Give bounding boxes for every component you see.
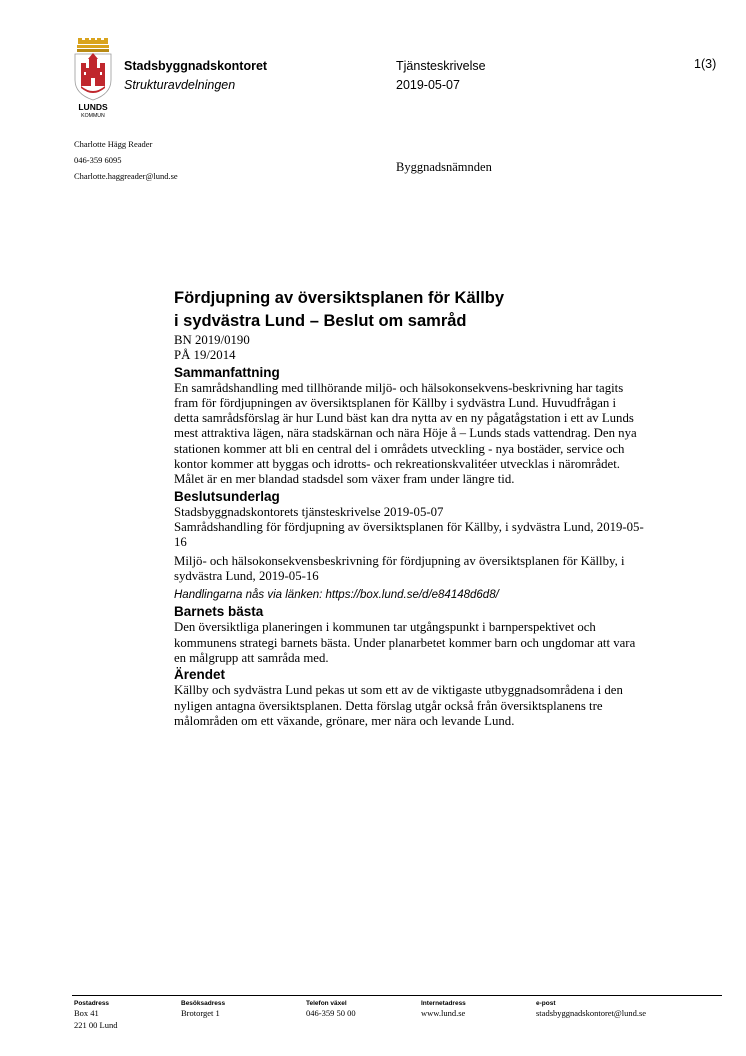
document-body	[174, 287, 644, 729]
recipient: Byggnadsnämnden	[396, 160, 492, 174]
summary-heading: Sammanfattning	[174, 364, 280, 380]
documents-link[interactable]: Handlingarna nås via länken: https://box.lund.se/d/e84148d6d8/	[174, 589, 499, 602]
footer-label: Besöksadress	[181, 1000, 226, 1007]
footer-divider	[72, 995, 722, 996]
contact-name: Charlotte Hägg Reader	[74, 139, 153, 149]
summary-text: En samrådshandling med tillhörande miljö- och hälsokonsekvens-beskrivning har tagits fram för fördjupningen av översiktsplanen för Källby i sydvästra Lund. Huvudfrågan i detta samrådsförslag är hur Lund bäst kan dra nytta av en ny pågatågstation i ett av Lunds mest attraktiva lägen, nära stadskärnan och nära Höje å – Lunds stads vattendrag. Den nya stationen kommer att bli en central del i områdets utveckling - nya bostäder, service och kontor kommer att byggas och idrotts- och rekreationskvalitéer utvecklas i närområdet. Målet är en mer blandad stadsdel som växer fram under längre tid.	[174, 380, 637, 487]
footer-value[interactable]: stadsbyggnadskontoret@lund.se	[536, 1008, 647, 1018]
matter-heading: Ärendet	[174, 667, 226, 683]
document-meta	[396, 57, 486, 95]
footer-value: Brotorget 1	[181, 1008, 220, 1018]
footer-value: 046-359 50 00	[306, 1008, 356, 1018]
svg-text:KOMMUN: KOMMUN	[81, 113, 105, 119]
department-name: Stadsbyggnadskontoret	[124, 59, 268, 73]
footer-label: e-post	[536, 1000, 556, 1007]
document-type: Tjänsteskrivelse	[396, 59, 486, 73]
svg-text:LUNDS: LUNDS	[78, 102, 108, 112]
unit-name: Strukturavdelningen	[124, 78, 236, 92]
basis-item: Samrådshandling för fördjupning av översiktsplanen för Källby, i sydvästra Lund, 2019-05-16	[174, 519, 644, 550]
document-date: 2019-05-07	[396, 78, 460, 92]
contact-phone: 046-359 6095	[74, 155, 122, 165]
document-title-line-1: Fördjupning av översiktsplanen för Källby	[174, 289, 505, 307]
footer-label: Internetadress	[421, 1000, 466, 1007]
matter-text: Källby och sydvästra Lund pekas ut som ett av de viktigaste utbyggnadsområdena i den nyligen antagna översiktsplanen. Detta förslag utgår också från översiktsplanens tre målområden om ett växande, grönare, mer nära och levande Lund.	[174, 683, 623, 728]
child-heading: Barnets bästa	[174, 604, 264, 620]
footer-value: 221 00 Lund	[74, 1019, 118, 1030]
footer-value: Box 41	[74, 1008, 99, 1018]
footer-phone	[306, 999, 356, 1020]
footer-label: Postadress	[74, 1000, 110, 1007]
city-crest-icon	[72, 38, 114, 120]
footer-postal	[74, 999, 117, 1031]
reference-bn: BN 2019/0190	[174, 333, 250, 347]
child-text: Den översiktliga planeringen i kommunen tar utgångspunkt i barnperspektivet och kommunens strategi barnets bästa. Under planarbetet kommer barn och ungdomar att vara en målgrupp att samråda med.	[174, 620, 636, 666]
footer-email	[536, 999, 646, 1020]
footer-visit	[181, 999, 225, 1020]
reference-pa: PÅ 19/2014	[174, 348, 236, 363]
lunds-kommun-logo	[72, 38, 114, 120]
contact-email: Charlotte.haggreader@lund.se	[74, 171, 178, 181]
footer-value[interactable]: www.lund.se	[421, 1008, 466, 1018]
page-number: 1(3)	[694, 57, 717, 71]
basis-item: Stadsbyggnadskontorets tjänsteskrivelse 2019-05-07	[174, 504, 444, 519]
document-title-line-2: i sydvästra Lund – Beslut om samråd	[174, 312, 467, 330]
footer-label: Telefon växel	[306, 1000, 347, 1007]
footer-web	[421, 999, 466, 1020]
basis-heading: Beslutsunderlag	[174, 488, 280, 504]
basis-item: Miljö- och hälsokonsekvensbeskrivning för fördjupning av översiktsplanen för Källby, i sydvästra Lund, 2019-05-16	[174, 553, 625, 583]
department-block	[124, 57, 267, 95]
contact-block	[74, 136, 178, 184]
